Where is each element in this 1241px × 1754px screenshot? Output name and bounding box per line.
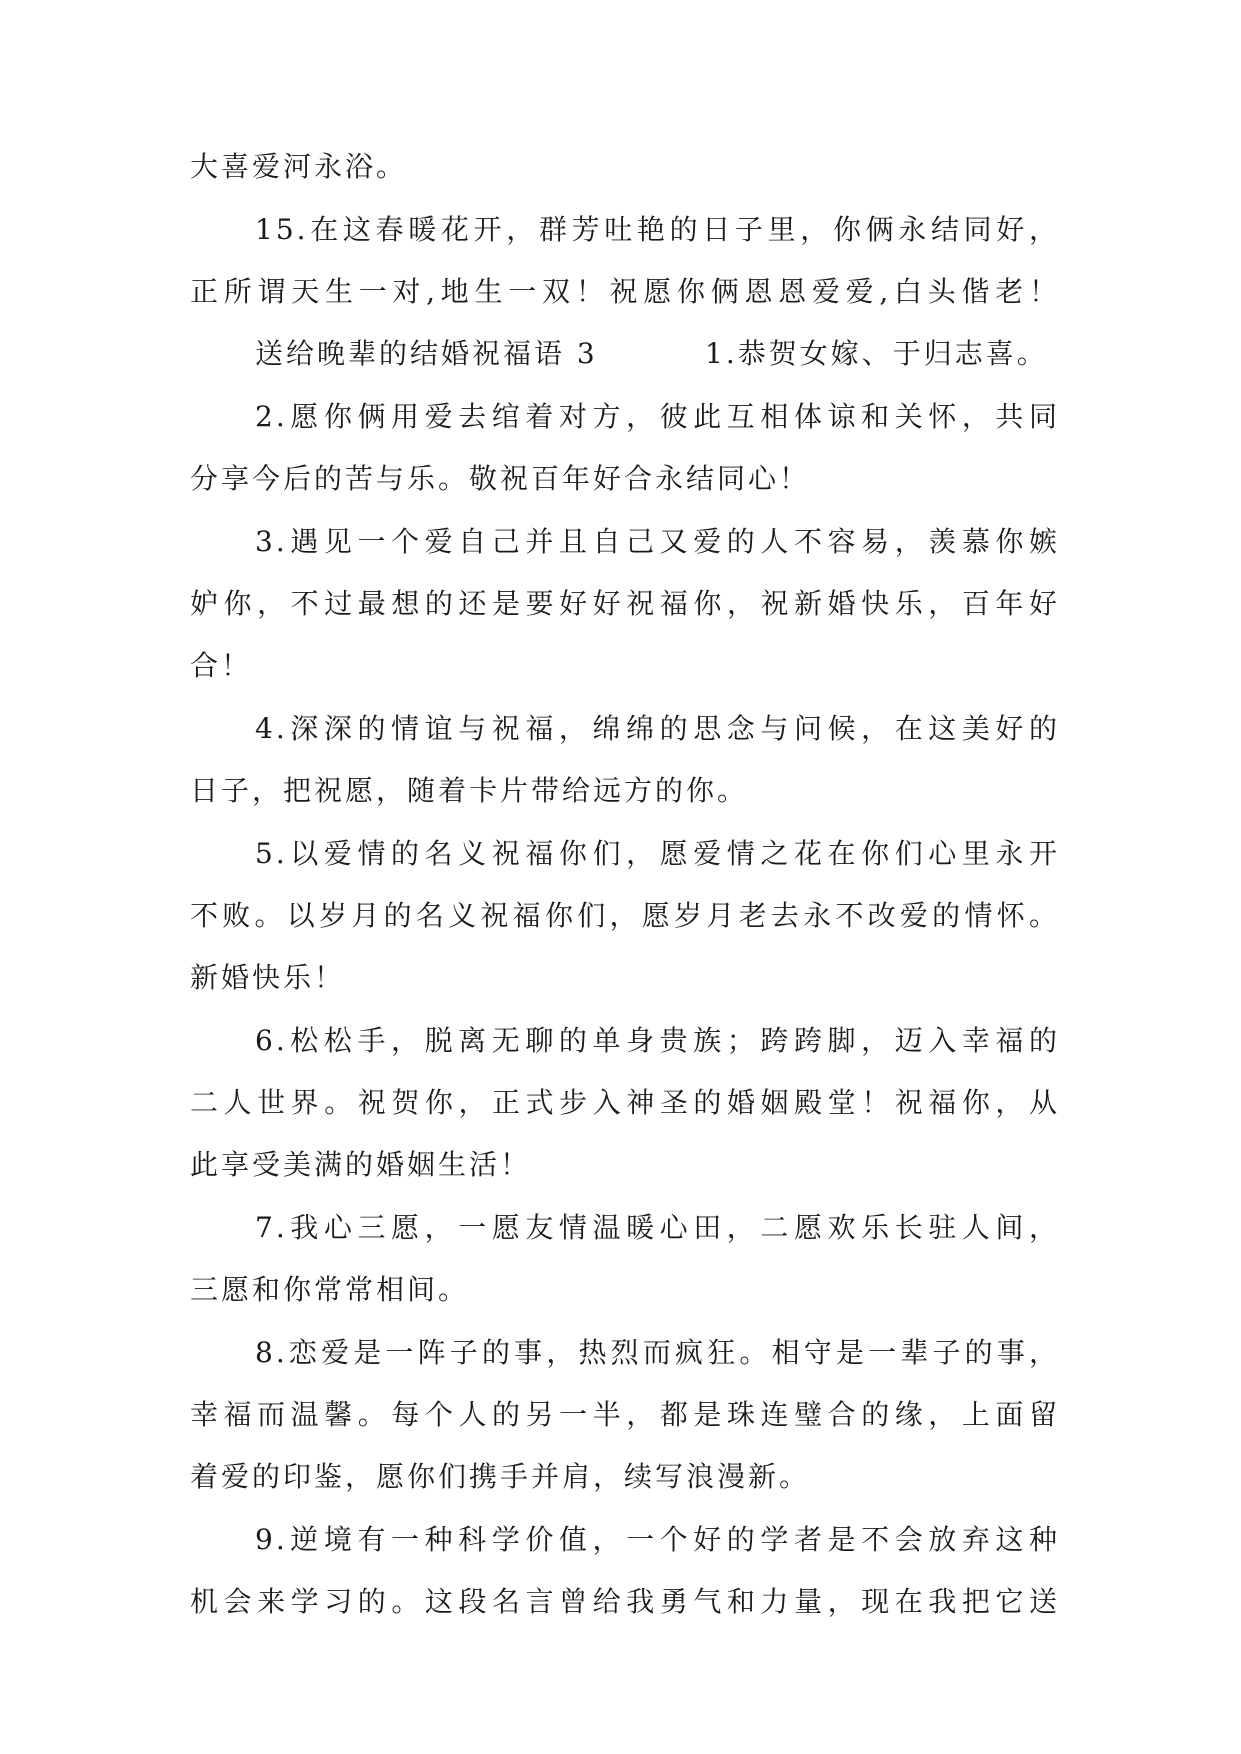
text-line: 7.我心三愿，一愿友情温暖心田，二愿欢乐长驻人间， <box>255 1211 1060 1244</box>
section-heading-row <box>255 334 1060 374</box>
text-line: 不败。以岁月的名义祝福你们，愿岁月老去永不改爱的情怀。 <box>190 899 1060 932</box>
text-line: 正所谓天生一对,地生一双！祝愿你俩恩恩爱爱,白头偕老！ <box>190 275 1060 308</box>
text-line: 二人世界。祝贺你，正式步入神圣的婚姻殿堂！祝福你，从 <box>190 1086 1060 1119</box>
section-heading: 送给晚辈的结婚祝福语 3 <box>255 337 598 370</box>
text-line: 5.以爱情的名义祝福你们，愿爱情之花在你们心里永开 <box>255 837 1060 870</box>
text-line: 新婚快乐！ <box>190 961 346 994</box>
text-line: 着爱的印鉴，愿你们携手并肩，续写浪漫新。 <box>190 1460 811 1493</box>
text-line: 三愿和你常常相间。 <box>190 1273 470 1306</box>
text-line: 日子，把祝愿，随着卡片带给远方的你。 <box>190 774 749 807</box>
text-line: 分享今后的苦与乐。敬祝百年好合永结同心！ <box>190 462 811 495</box>
text-line: 8.恋爱是一阵子的事，热烈而疯狂。相守是一辈子的事， <box>255 1336 1060 1369</box>
text-line: 1.恭贺女嫁、于归志喜。 <box>705 337 1048 370</box>
text-line: 大喜爱河永浴。 <box>190 150 408 183</box>
text-line: 4.深深的情谊与祝福，绵绵的思念与问候，在这美好的 <box>255 712 1060 745</box>
text-line: 幸福而温馨。每个人的另一半，都是珠连璧合的缘，上面留 <box>190 1398 1060 1431</box>
text-line: 妒你，不过最想的还是要好好祝福你，祝新婚快乐，百年好 <box>190 587 1060 620</box>
text-line: 6.松松手，脱离无聊的单身贵族；跨跨脚，迈入幸福的 <box>255 1024 1060 1057</box>
text-line: 机会来学习的。这段名言曾给我勇气和力量，现在我把它送 <box>190 1585 1060 1618</box>
text-line: 合！ <box>190 649 253 682</box>
text-line: 2.愿你俩用爱去绾着对方，彼此互相体谅和关怀，共同 <box>255 400 1060 433</box>
text-line: 3.遇见一个爱自己并且自己又爱的人不容易，羡慕你嫉 <box>255 525 1060 558</box>
text-line: 9.逆境有一种科学价值，一个好的学者是不会放弃这种 <box>255 1523 1060 1556</box>
text-line: 15.在这春暖花开，群芳吐艳的日子里，你俩永结同好， <box>255 213 1060 246</box>
text-line: 此享受美满的婚姻生活！ <box>190 1148 532 1181</box>
